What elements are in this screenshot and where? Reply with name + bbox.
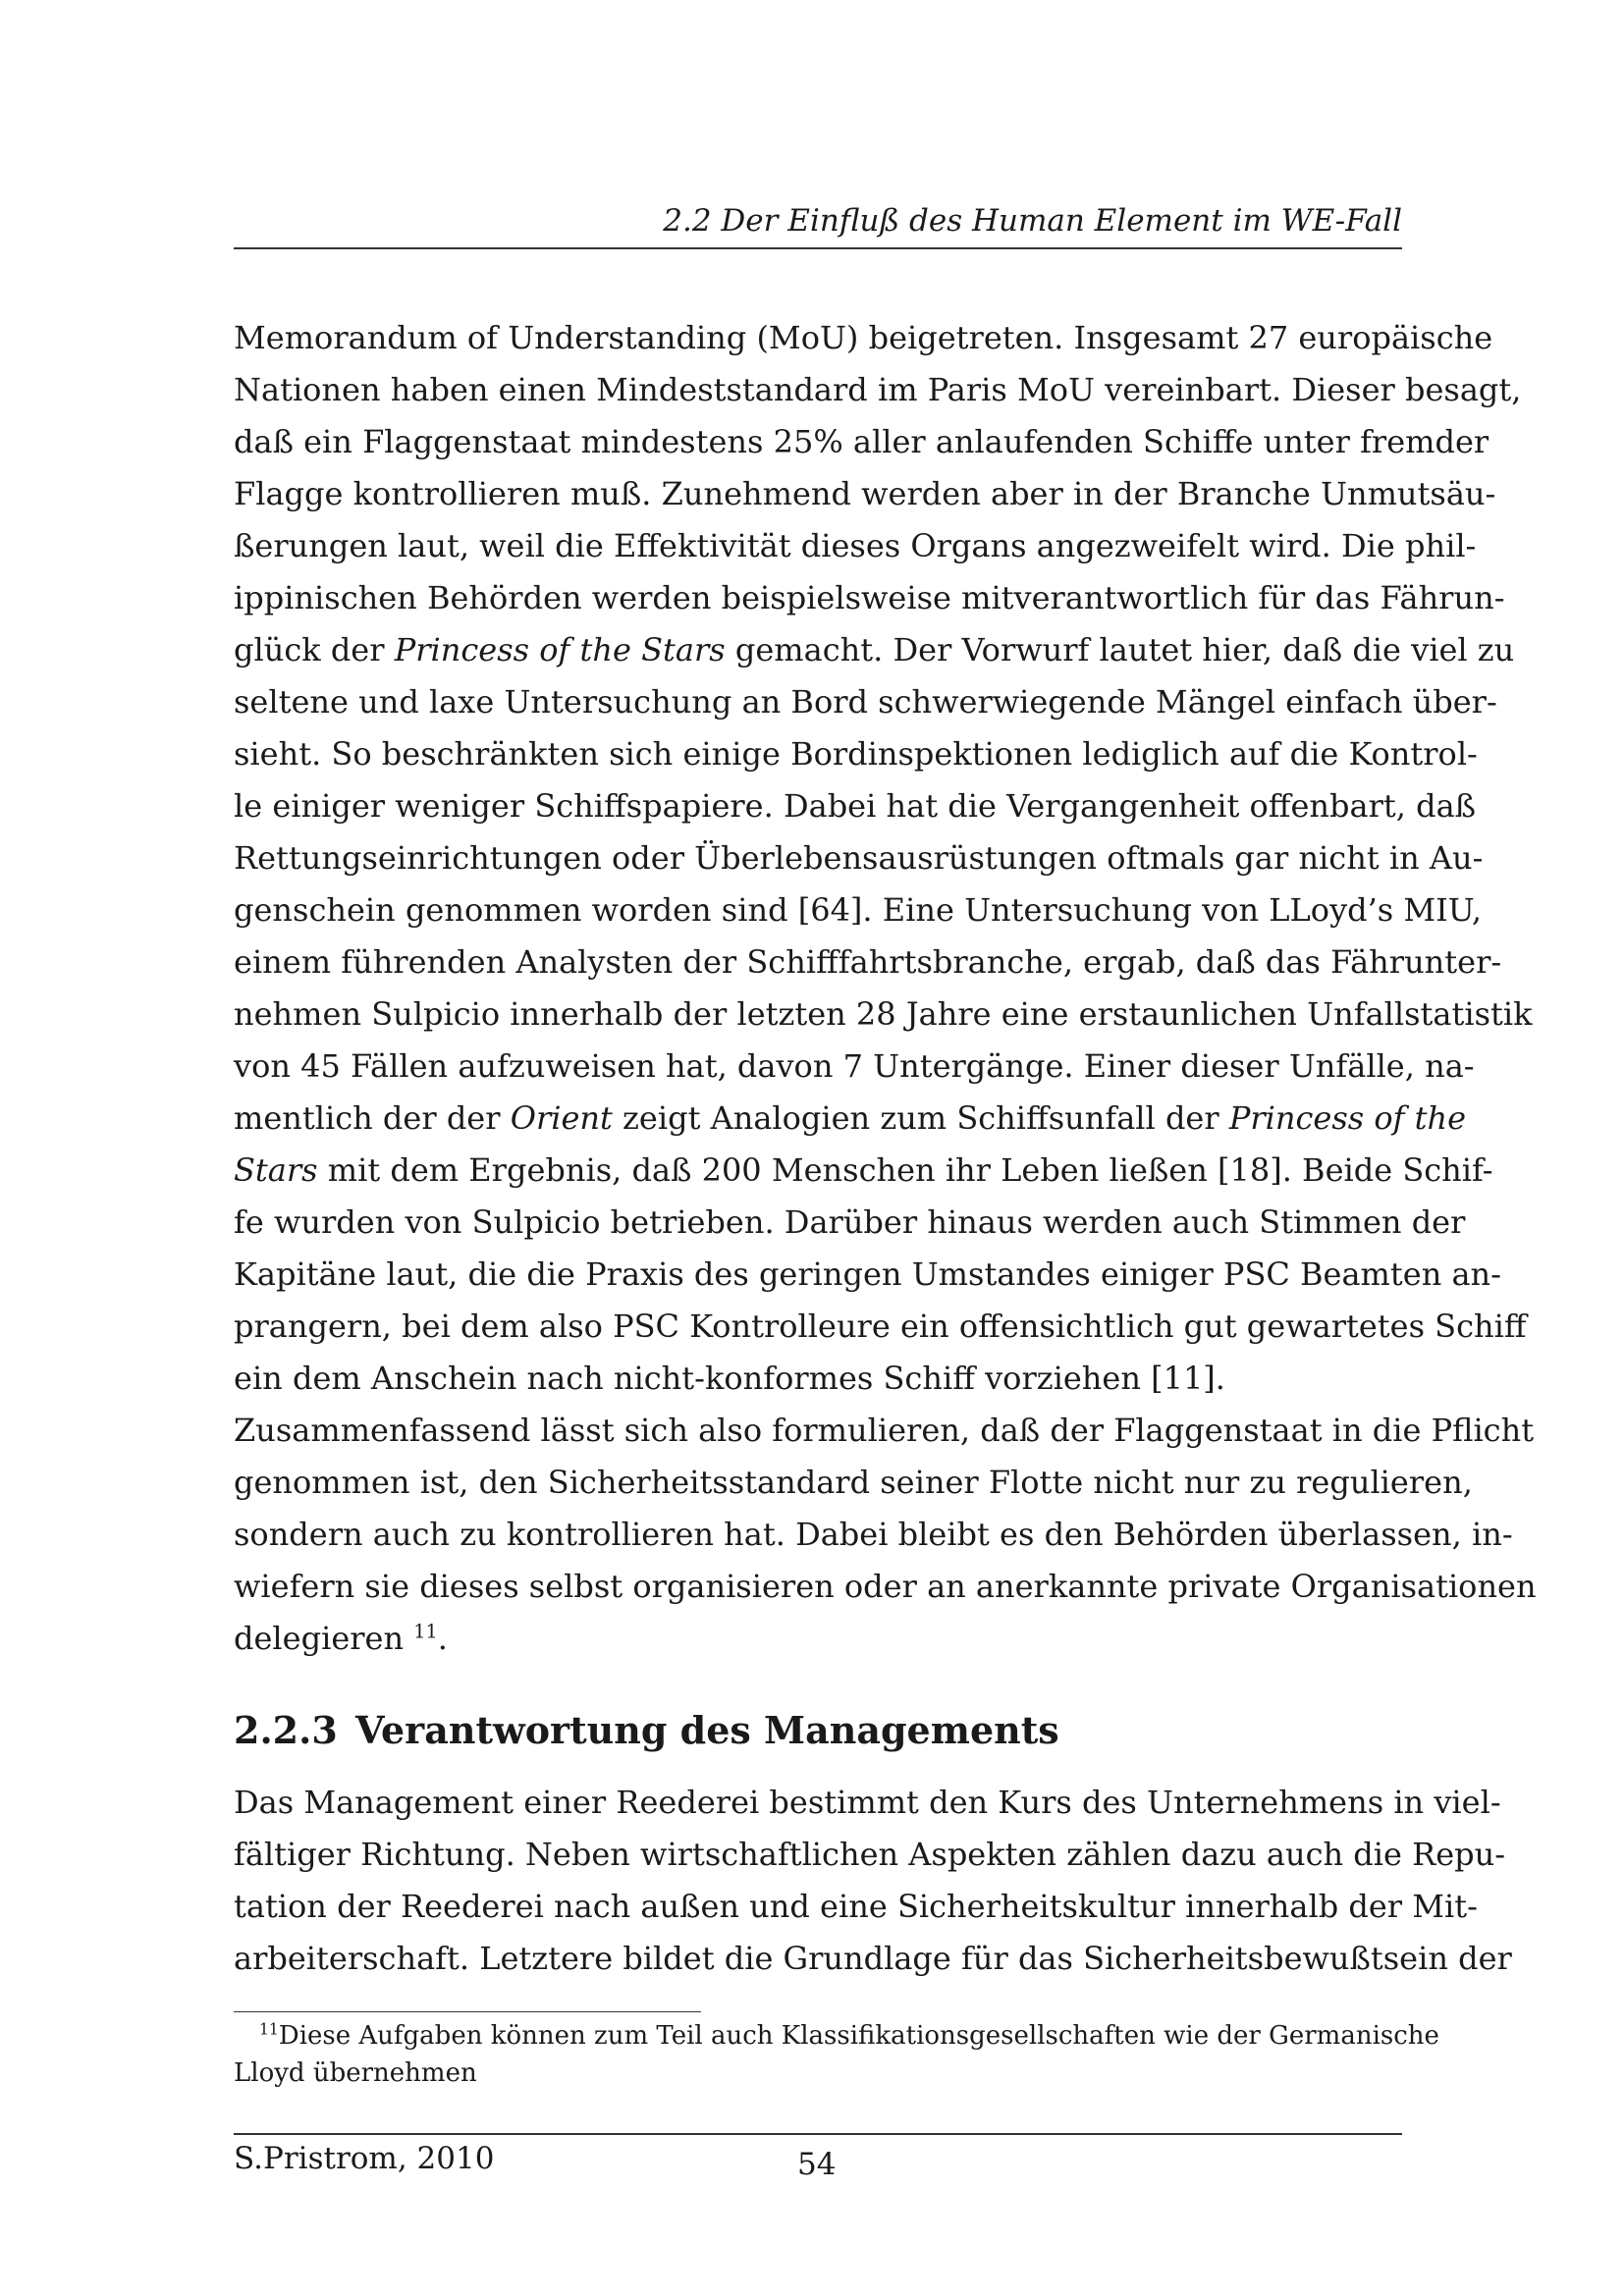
text-line: [234, 1613, 1402, 1665]
text-line: nehmen Sulpicio innerhalb der letzten 28 Jahre eine erstaunlichen Unfallstatistik: [234, 995, 1533, 1033]
text-line: sondern auch zu kontrollieren hat. Dabei bleibt es den Behörden überlassen, in-: [234, 1516, 1513, 1553]
page-number: 54: [797, 2147, 837, 2182]
section-title: Verantwortung des Managements: [355, 1708, 1059, 1752]
text-segment: glück der: [234, 631, 395, 668]
text-line: prangern, bei dem also PSC Kontrolleure ein offensichtlich gut gewartetes Schiff: [234, 1308, 1527, 1345]
text-line: einem führenden Analysten der Schifffahrtsbranche, ergab, daß das Fährunter-: [234, 943, 1502, 981]
footnote-rule: [234, 2011, 701, 2012]
text-line: le einiger weniger Schiffspapiere. Dabei hat die Vergangenheit offenbart, daß: [234, 787, 1477, 825]
text-segment: mentlich der der: [234, 1099, 511, 1137]
text-segment: zeigt Analogien zum Schiffsunfall der: [612, 1099, 1229, 1137]
text-line: ßerungen laut, weil die Effektivität dieses Organs angezweifelt wird. Die phil-: [234, 527, 1477, 564]
text-segment: Diese Aufgaben können zum Teil auch Klassifikationsgesellschaften wie der Germanische: [278, 2021, 1439, 2051]
footer-author: S.Pristrom, 2010: [234, 2141, 495, 2176]
text-line: genschein genommen worden sind [64]. Eine Untersuchung von LLoyd’s MIU,: [234, 891, 1482, 929]
footnote: [234, 2017, 1439, 2092]
text-segment: mit dem Ergebnis, daß 200 Menschen ihr Leben ließen [18]. Beide Schif-: [317, 1151, 1493, 1189]
text-line: ein dem Anschein nach nicht-konformes Schiff vorziehen [11].: [234, 1360, 1225, 1397]
text-line: fältiger Richtung. Neben wirtschaftlichen Aspekten zählen dazu auch die Repu-: [234, 1836, 1506, 1873]
text-line: genommen ist, den Sicherheitsstandard seiner Flotte nicht nur zu regulieren,: [234, 1464, 1473, 1501]
footnote-reference[interactable]: 11: [413, 1620, 438, 1643]
footnote-mark: 11: [259, 2020, 279, 2039]
section-heading: [234, 1706, 1059, 1755]
text-line: daß ein Flaggenstaat mindestens 25% aller anlaufenden Schiffe unter fremder: [234, 423, 1489, 460]
running-header: 2.2 Der Einfluß des Human Element im WE-Fall: [663, 203, 1402, 239]
text-line: von 45 Fällen aufzuweisen hat, davon 7 Untergänge. Einer dieser Unfälle, na-: [234, 1047, 1475, 1085]
paragraph-management: [234, 1777, 1512, 1985]
footnote-line: [234, 2017, 1439, 2055]
text-line: wiefern sie dieses selbst organisieren oder an anerkannte private Organisationen: [234, 1568, 1537, 1605]
text-segment: .: [437, 1620, 448, 1657]
text-line: Memorandum of Understanding (MoU) beigetreten. Insgesamt 27 europäische: [234, 319, 1493, 356]
section-number: 2.2.3: [234, 1708, 338, 1752]
paragraph-flag-state: [234, 312, 1537, 1665]
text-line: fe wurden von Sulpicio betrieben. Darüber hinaus werden auch Stimmen der: [234, 1203, 1466, 1241]
text-line: Kapitäne laut, die die Praxis des geringen Umstandes einiger PSC Beamten an-: [234, 1255, 1501, 1293]
text-line: [234, 1093, 1467, 1145]
text-line: sieht. So beschränkten sich einige Bordinspektionen lediglich auf die Kontrol-: [234, 735, 1478, 773]
text-line: [234, 1145, 1493, 1197]
text-line: arbeiterschaft. Letztere bildet die Grundlage für das Sicherheitsbewußtsein der: [234, 1940, 1512, 1977]
text-line: seltene und laxe Untersuchung an Bord schwerwiegende Mängel einfach über-: [234, 683, 1497, 721]
text-line: Nationen haben einen Mindeststandard im Paris MoU vereinbart. Dieser besagt,: [234, 371, 1522, 408]
text-line: Zusammenfassend lässt sich also formulieren, daß der Flaggenstaat in die Pflicht: [234, 1412, 1535, 1449]
footer-rule: [234, 2133, 1402, 2135]
ship-name-italic: Orient: [510, 1099, 613, 1137]
ship-name-italic: Stars: [234, 1151, 318, 1189]
text-line: ippinischen Behörden werden beispielsweise mitverantwortlich für das Fährun-: [234, 579, 1505, 616]
text-segment: delegieren: [234, 1620, 414, 1657]
text-segment: gemacht. Der Vorwurf lautet hier, daß die viel zu: [725, 631, 1515, 668]
text-line: Rettungseinrichtungen oder Überlebensausrüstungen oftmals gar nicht in Au-: [234, 839, 1484, 877]
text-line: Flagge kontrollieren muß. Zunehmend werden aber in der Branche Unmutsäu-: [234, 475, 1496, 512]
text-line: tation der Reederei nach außen und eine Sicherheitskultur innerhalb der Mit-: [234, 1888, 1478, 1925]
ship-name-italic: Princess of the Stars: [394, 631, 726, 668]
text-line: [234, 624, 1515, 676]
header-rule: [234, 247, 1402, 249]
ship-name-italic: Princess of the: [1228, 1099, 1467, 1137]
footnote-line: Lloyd übernehmen: [234, 2058, 477, 2088]
text-line: Das Management einer Reederei bestimmt den Kurs des Unternehmens in viel-: [234, 1784, 1501, 1821]
